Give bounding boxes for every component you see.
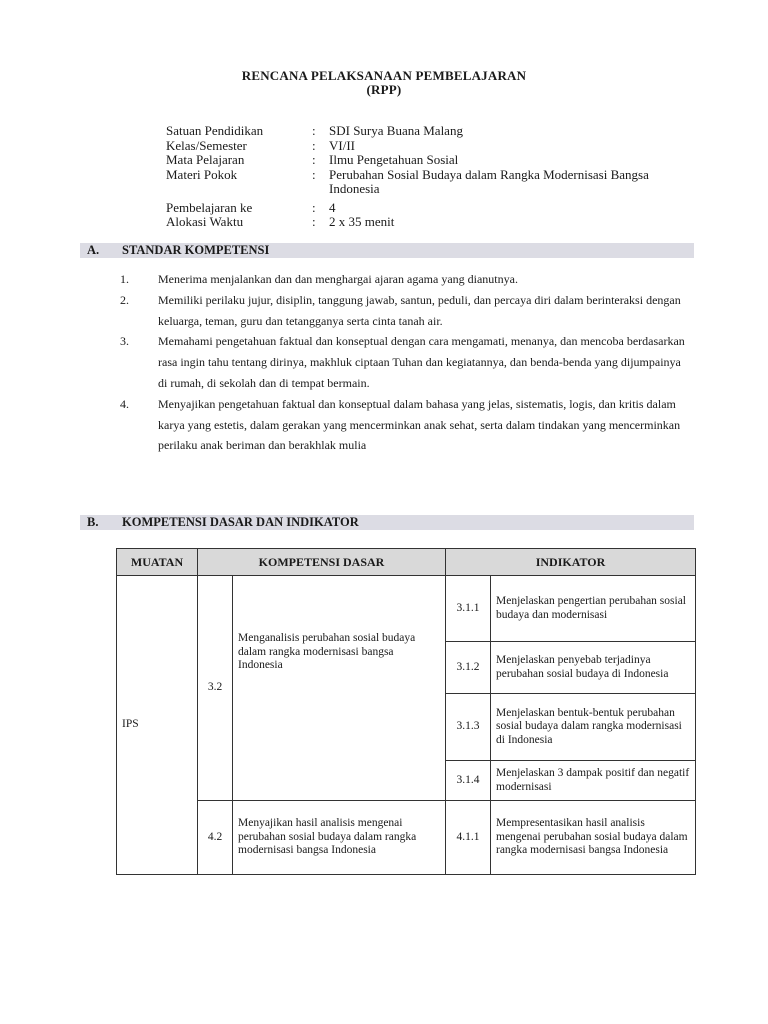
info-value: 2 x 35 menit [329, 214, 395, 229]
standar-kompetensi-list [120, 269, 690, 456]
kompetensi-table [116, 548, 696, 875]
kd-code: 4.2 [198, 801, 233, 875]
indikator-code: 3.1.2 [446, 642, 491, 694]
info-separator: : [312, 123, 316, 138]
info-value: Ilmu Pengetahuan Sosial [329, 152, 459, 167]
info-separator: : [312, 137, 316, 153]
info-row-kelas-semester [166, 139, 674, 154]
list-number: 4. [120, 396, 129, 411]
list-text: Memahami pengetahuan faktual dan konseptual dengan cara mengamati, menanya, dan mencoba berdasarkan rasa ingin tahu tentang dirinya, makhluk ciptaan Tuhan dan kegiatannya, dan benda-benda yang dijumpainya di rumah, di sekolah dan di tempat bermain. [158, 334, 685, 390]
section-title: STANDAR KOMPETENSI [122, 243, 270, 257]
document-title: RENCANA PELAKSANAAN PEMBELAJARAN [241, 68, 527, 83]
section-b-header [80, 515, 694, 530]
info-label: Materi Pokok [166, 166, 238, 182]
list-text: Memiliki perilaku jujur, disiplin, tanggung jawab, santun, peduli, dan percaya diri dalam berinteraksi dengan keluarga, teman, guru dan tetangganya serta cinta tanah air. [158, 292, 681, 328]
indikator-code: 3.1.1 [446, 576, 491, 642]
info-separator: : [312, 166, 316, 182]
info-label: Mata Pelajaran [166, 152, 245, 167]
list-number: 2. [120, 292, 129, 307]
kd-text: Menganalisis perubahan sosial budaya dalam rangka modernisasi bangsa Indonesia [233, 576, 446, 801]
table-header-row [117, 549, 696, 576]
muatan-cell: IPS [117, 576, 198, 875]
info-row-alokasi-waktu [166, 215, 674, 230]
section-title: KOMPETENSI DASAR DAN INDIKATOR [122, 515, 359, 529]
section-a-header [80, 243, 694, 258]
document-subtitle: (RPP) [366, 82, 402, 97]
info-label: Kelas/Semester [166, 137, 247, 153]
indikator-code: 4.1.1 [446, 801, 491, 875]
table-row [117, 801, 696, 875]
info-row-pembelajaran-ke [166, 201, 674, 216]
indikator-code: 3.1.3 [446, 694, 491, 761]
info-label: Satuan Pendidikan [166, 123, 264, 138]
list-text: Menyajikan pengetahuan faktual dan konseptual dalam bahasa yang jelas, sistematis, logis, dan kritis dalam karya yang estetis, dalam gerakan yang mencerminkan anak sehat, serta dalam tindakan yang mencerminkan perilaku anak beriman dan berakhlak mulia [158, 396, 681, 453]
list-number: 1. [120, 272, 129, 286]
indikator-text: Mempresentasikan hasil analisis mengenai perubahan sosial budaya dalam rangka modernisasi bangsa Indonesia [491, 801, 696, 875]
indikator-text: Menjelaskan 3 dampak positif dan negatif modernisasi [491, 761, 696, 801]
list-item [120, 394, 690, 456]
header-indikator: INDIKATOR [446, 549, 696, 576]
info-value: VI/II [329, 137, 355, 153]
kd-code: 3.2 [198, 576, 233, 801]
list-text: Menerima menjalankan dan dan menghargai ajaran agama yang dianutnya. [158, 272, 518, 286]
header-kompetensi-dasar: KOMPETENSI DASAR [198, 549, 446, 576]
info-value: Perubahan Sosial Budaya dalam Rangka Modernisasi Bangsa Indonesia [329, 166, 649, 196]
info-separator: : [312, 152, 316, 167]
indikator-code: 3.1.4 [446, 761, 491, 801]
section-letter: A. [87, 243, 100, 257]
info-row-mata-pelajaran [166, 153, 674, 168]
section-letter: B. [87, 515, 99, 529]
header-muatan: MUATAN [117, 549, 198, 576]
info-label: Pembelajaran ke [166, 199, 253, 215]
info-separator: : [312, 214, 316, 229]
info-value: 4 [329, 199, 336, 215]
info-separator: : [312, 199, 316, 215]
info-label: Alokasi Waktu [166, 214, 244, 229]
list-number: 3. [120, 334, 129, 349]
info-value: SDI Surya Buana Malang [329, 123, 463, 138]
indikator-text: Menjelaskan bentuk-bentuk perubahan sosial budaya dalam rangka modernisasi di Indonesia [491, 694, 696, 761]
kd-text: Menyajikan hasil analisis mengenai perubahan sosial budaya dalam rangka modernisasi bangsa Indonesia [233, 801, 446, 875]
indikator-text: Menjelaskan pengertian perubahan sosial budaya dan modernisasi [491, 576, 696, 642]
indikator-text: Menjelaskan penyebab terjadinya perubahan sosial budaya di Indonesia [491, 642, 696, 694]
table-row [117, 576, 696, 642]
info-row-satuan-pendidikan [166, 124, 674, 139]
list-item [120, 290, 690, 332]
identity-block [166, 124, 674, 230]
list-item [120, 331, 690, 393]
info-row-materi-pokok [166, 168, 674, 197]
list-item [120, 269, 690, 290]
